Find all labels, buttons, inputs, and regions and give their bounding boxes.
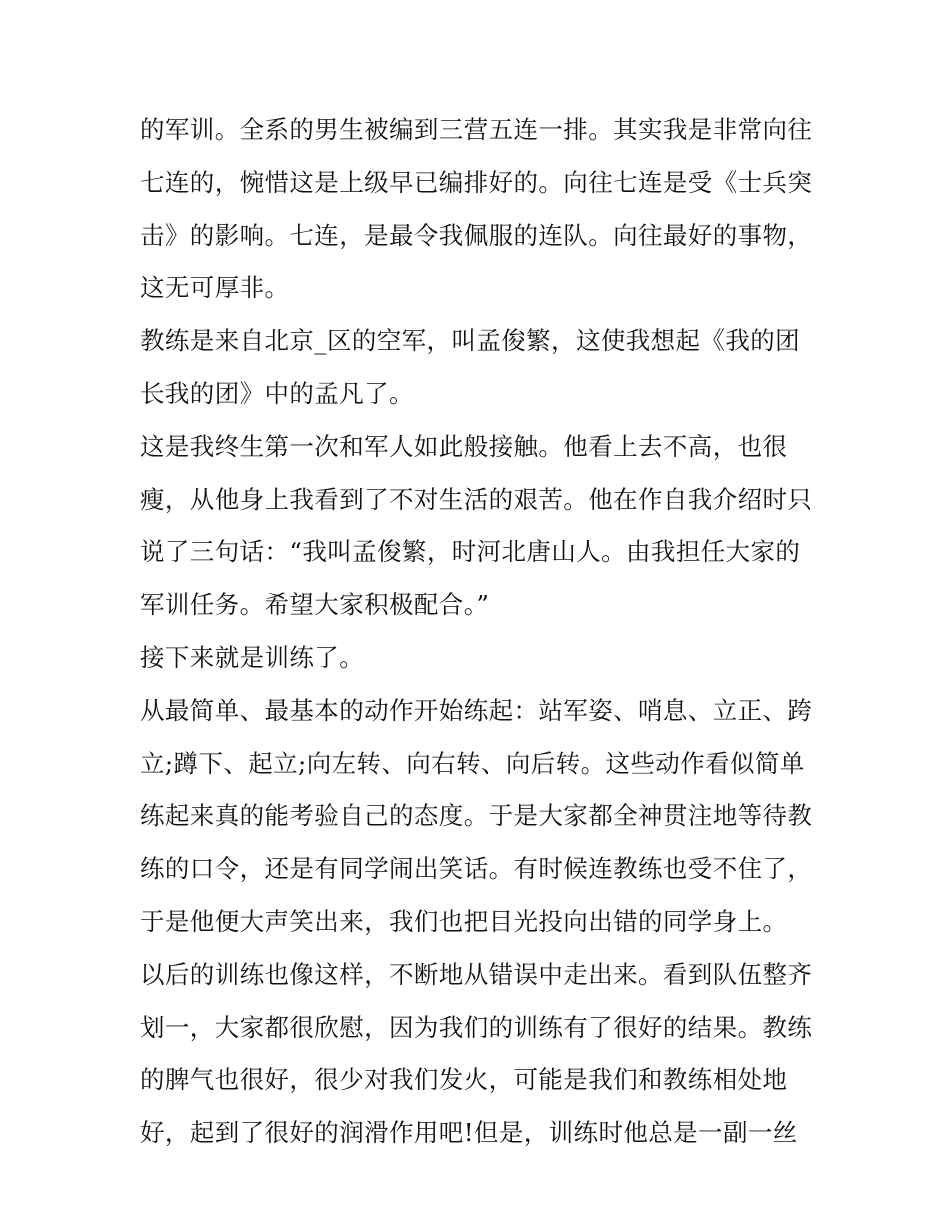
text-line: 的脾气也很好，很少对我们发火，可能是我们和教练相处地 (140, 1065, 788, 1095)
text-line: 练的口令，还是有同学闹出笑话。有时候连教练也受不住了， (140, 854, 813, 884)
text-line: 以后的训练也像这样，不断地从错误中走出来。看到队伍整齐 (140, 959, 813, 989)
text-line: 从最简单、最基本的动作开始练起：站军姿、哨息、立正、跨 (140, 695, 813, 725)
text-line: 这无可厚非。 (140, 273, 290, 303)
text-line: 接下来就是训练了。 (140, 642, 365, 672)
text-line: 瘦，从他身上我看到了不对生活的艰苦。他在作自我介绍时只 (140, 484, 813, 514)
text-line: 军训任务。希望大家积极配合。” (140, 590, 490, 620)
text-line: 的军训。全系的男生被编到三营五连一排。其实我是非常向往 (140, 115, 813, 144)
text-line: 这是我终生第一次和军人如此般接触。他看上去不高，也很 (140, 431, 788, 461)
text-line: 好，起到了很好的润滑作用吧!但是，训练时他总是一副一丝 (140, 1118, 798, 1148)
text-line: 七连的，惋惜这是上级早已编排好的。向往七连是受《士兵突 (140, 167, 813, 197)
text-line: 立;蹲下、起立;向左转、向右转、向后转。这些动作看似简单 (140, 748, 805, 778)
text-line: 于是他便大声笑出来，我们也把目光投向出错的同学身上。 (140, 906, 788, 936)
body-text (140, 104, 820, 1160)
text-line: 划一，大家都很欣慰，因为我们的训练有了很好的结果。教练 (140, 1012, 813, 1042)
text-line: 教练是来自北京_区的空军，叫孟俊繁，这使我想起《我的团 (140, 326, 801, 356)
text-line: 击》的影响。七连，是最令我佩服的连队。向往最好的事物， (140, 220, 813, 250)
text-line: 说了三句话：“我叫孟俊繁，时河北唐山人。由我担任大家的 (140, 537, 801, 567)
text-line: 练起来真的能考验自己的态度。于是大家都全神贯注地等待教 (140, 801, 813, 831)
text-line: 长我的团》中的孟凡了。 (140, 378, 414, 408)
